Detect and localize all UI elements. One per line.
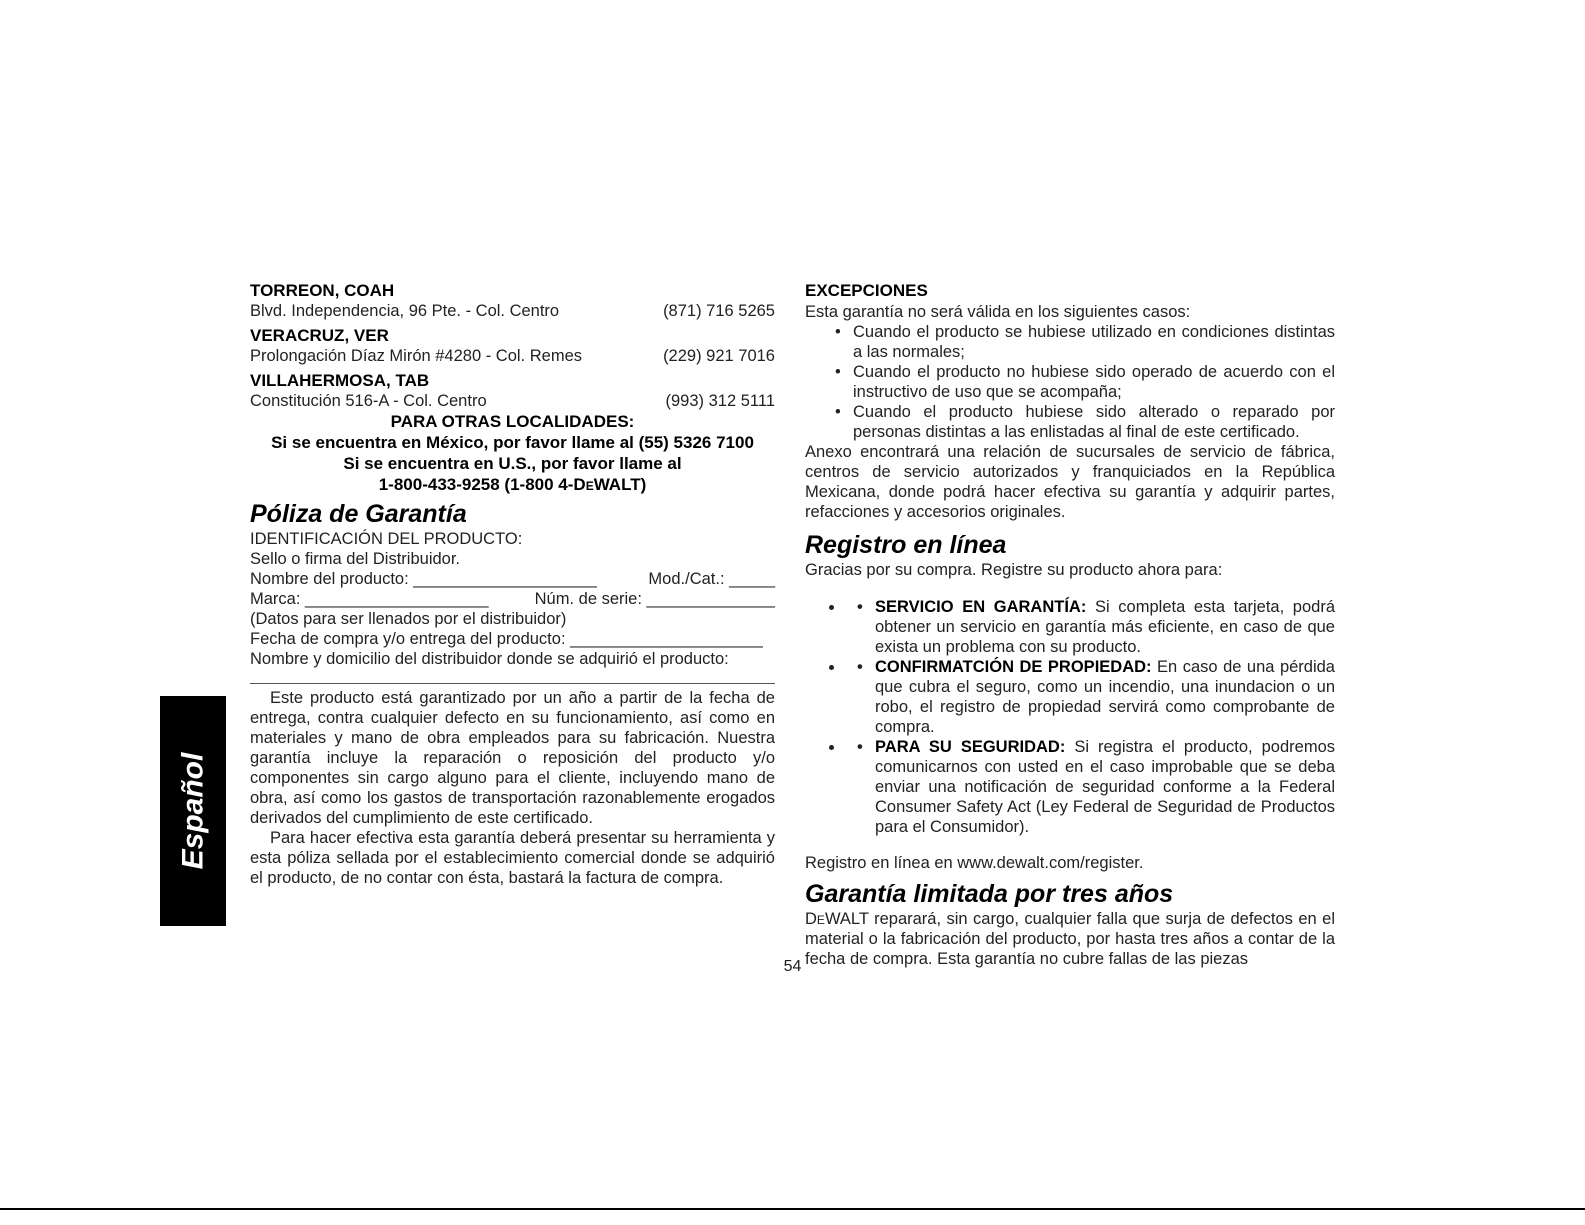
poliza-title: Póliza de Garantía [250, 500, 467, 528]
brand-field: Marca: ____________________ [250, 590, 489, 608]
benefit-text: En caso de una pérdida que cubra el seguro, como un incendio, una inundacion o un robo, el registro de propiedad servirá como comprobante de compra. [875, 657, 1335, 736]
bottom-rule [0, 1208, 1585, 1210]
location-phone: (871) 716 5265 [663, 302, 775, 320]
list-item: • Cuando el producto hubiese sido alterado o reparado por personas distintas a las enlistadas al final de este certificado. [805, 402, 1335, 442]
other-locations [250, 411, 775, 495]
location-address: Prolongación Díaz Mirón #4280 - Col. Remes [250, 347, 582, 365]
location-phone: (993) 312 5111 [665, 392, 775, 410]
mexico-phone-line: Si se encuentra en México, por favor llame al (55) 5326 7100 [271, 433, 754, 452]
model-field: Mod./Cat.: _____ [648, 570, 775, 588]
registration-benefits-list [805, 597, 1335, 837]
purchase-date-field: Fecha de compra y/o entrega del producto: _____________________ [250, 630, 763, 648]
registration-url-line: Registro en línea en www.dewalt.com/register. [805, 854, 1144, 872]
exceptions-title: EXCEPCIONES [805, 281, 928, 300]
brand-prefix: D [805, 910, 817, 928]
list-item [845, 597, 1335, 657]
list-item: • Cuando el producto se hubiese utilizado en condiciones distintas a las normales; [805, 322, 1335, 362]
distributor-data-note: (Datos para ser llenados por el distribuidor) [250, 610, 567, 628]
benefit-label: CONFIRMATCIÓN DE PROPIEDAD: [875, 657, 1152, 676]
benefit-label: SERVICIO EN GARANTÍA: [875, 597, 1087, 616]
product-name-field: Nombre del producto: ____________________ [250, 570, 597, 588]
brand-smallcaps: e [816, 910, 825, 928]
language-side-tab [160, 696, 226, 926]
service-centers-note: Anexo encontrará una relación de sucursales de servicio de fábrica, centros de servicio autorizados y franquiciados en la República Mexicana, donde podrá hacer efectiva su garantía y adquirir partes, refacciones y accesorios originales. [805, 443, 1335, 521]
distributor-seal: Sello o firma del Distribuidor. [250, 550, 461, 568]
limited-warranty-body: WALT reparará, sin cargo, cualquier falla que surja de defectos en el material o la fabricación del producto, por hasta tres años a contar de la fecha de compra. Esta garantía no cubre fallas de las piezas [805, 910, 1335, 968]
exceptions-intro: Esta garantía no será válida en los siguientes casos: [805, 303, 1191, 321]
other-locations-title: PARA OTRAS LOCALIDADES: [390, 412, 635, 431]
benefit-label: PARA SU SEGURIDAD: [875, 737, 1066, 756]
us-phone-number [250, 474, 775, 495]
us-number-smallcaps: e [585, 475, 594, 494]
us-number-suffix: WALT) [593, 475, 647, 494]
location-city: VERACRUZ, VER [250, 326, 389, 345]
registration-intro: Gracias por su compra. Registre su producto ahora para: [805, 561, 1223, 579]
benefit-text: Si registra el producto, podremos comunicarnos con usted en el caso improbable que se deba enviar una notificación de seguridad conforme a la Federal Consumer Safety Act (Ley Federal de Seguridad de Productos para el Consumidor). [875, 737, 1335, 836]
us-phone-line: Si se encuentra en U.S., por favor llame al [343, 454, 682, 473]
product-identification: IDENTIFICACIÓN DEL PRODUCTO: [250, 530, 523, 548]
location-city: VILLAHERMOSA, TAB [250, 371, 430, 390]
location-veracruz [250, 325, 775, 366]
distributor-address-field: Nombre y domicilio del distribuidor donde se adquirió el producto: [250, 650, 729, 668]
location-address: Blvd. Independencia, 96 Pte. - Col. Centro [250, 302, 560, 320]
location-city: TORREON, COAH [250, 281, 395, 300]
us-number-prefix: 1-800-433-9258 (1-800 4-D [378, 475, 586, 494]
list-item [845, 737, 1335, 837]
location-villahermosa [250, 370, 775, 411]
limited-warranty-title: Garantía limitada por tres años [805, 880, 1174, 908]
right-column [805, 280, 1335, 969]
location-torreon [250, 280, 775, 321]
online-registration-title: Registro en línea [805, 531, 1007, 559]
form-row-product [250, 569, 775, 589]
location-phone: (229) 921 7016 [663, 347, 775, 365]
serial-field: Núm. de serie: ______________ [534, 590, 775, 608]
location-address: Constitución 516-A - Col. Centro [250, 392, 487, 410]
form-row-brand [250, 589, 775, 609]
benefit-text: Si completa esta tarjeta, podrá obtener un servicio en garantía más eficiente, en caso de que exista un problema con su producto. [875, 597, 1336, 656]
language-label: Español [176, 752, 210, 870]
list-item: • Cuando el producto no hubiese sido operado de acuerdo con el instructivo de uso que se acompaña; [805, 362, 1335, 402]
exceptions-list [805, 322, 1335, 442]
blank-line [250, 683, 775, 684]
warranty-paragraph: Para hacer efectiva esta garantía deberá presentar su herramienta y esta póliza sellada por el establecimiento comercial donde se adquirió el producto, de no contar con ésta, bastará la factura de compra. [250, 829, 775, 887]
page-number: 54 [783, 958, 802, 975]
left-column [250, 280, 775, 888]
warranty-paragraph: Este producto está garantizado por un año a partir de la fecha de entrega, contra cualquier defecto en su funcionamiento, así como en materiales y mano de obra empleados para su fabricación. Nuestra garantía incluye la reparación o reposición del producto y/o componentes sin cargo alguno para el cliente, incluyendo mano de obra, así como los gastos de transportación razonablemente erogados derivados del cumplimiento de este certificado. [250, 689, 775, 827]
list-item [845, 657, 1335, 737]
